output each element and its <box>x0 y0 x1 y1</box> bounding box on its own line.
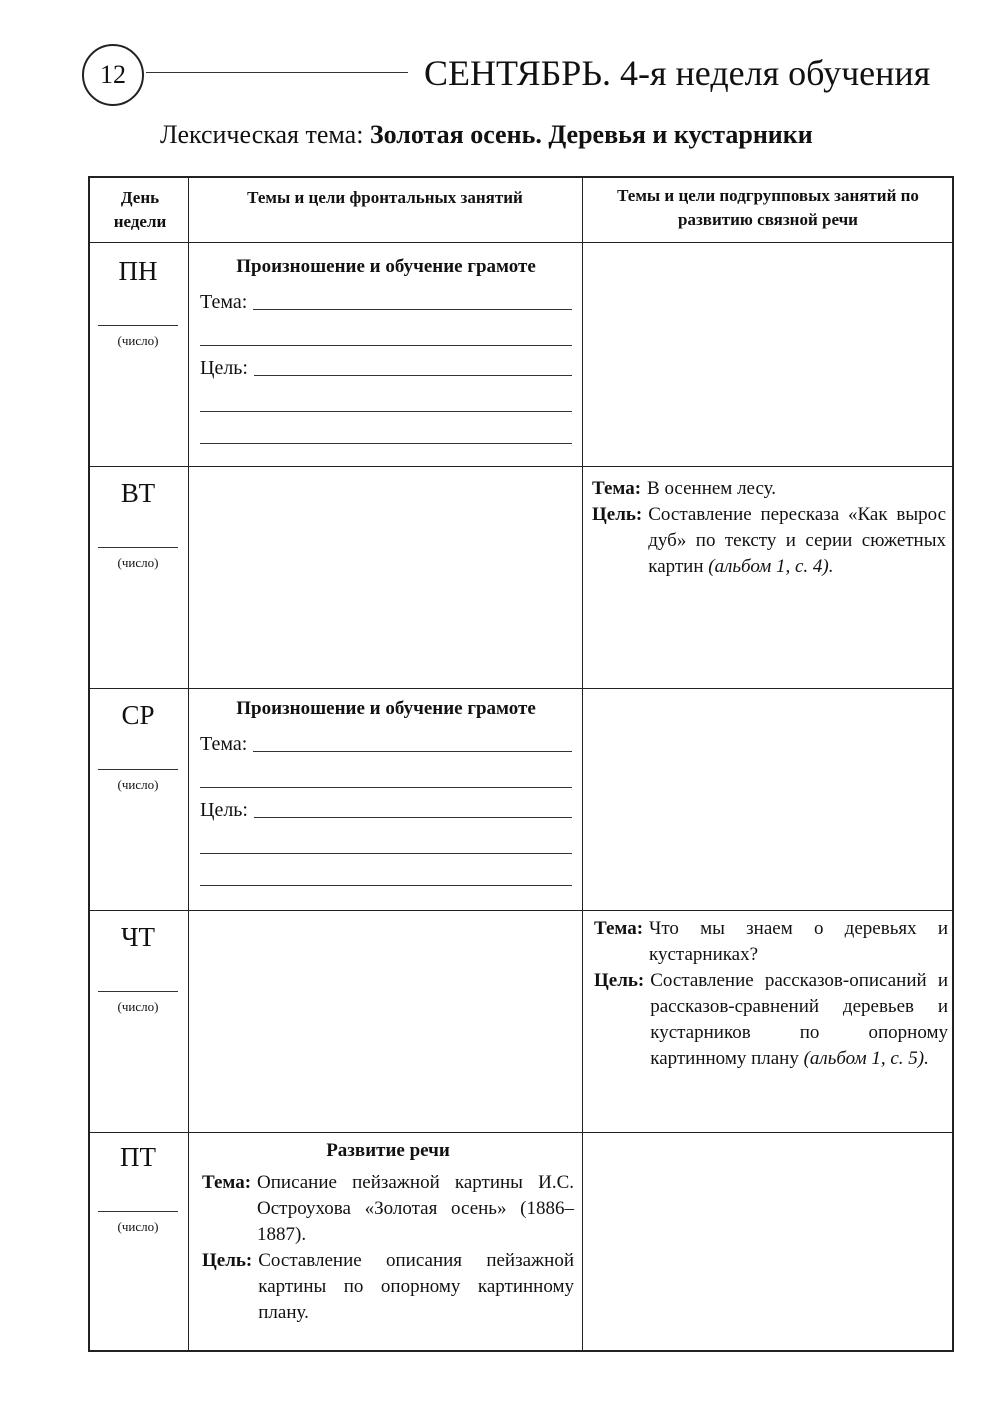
date-caption: (число) <box>117 1219 159 1234</box>
day-cell-wed <box>90 698 186 795</box>
theme-label: Тема: <box>202 1172 252 1193</box>
date-line <box>98 769 178 770</box>
goal-text: Составление рассказов-описаний и рассказов-сравнений деревьев и кустарников по опорному картинному плану <box>650 970 948 1069</box>
theme-label: Тема: <box>594 918 644 939</box>
date-caption: (число) <box>117 333 159 348</box>
goal-row <box>202 1248 574 1326</box>
theme-row <box>594 916 948 968</box>
goal-row <box>592 502 946 580</box>
column-header-day: День недели <box>113 188 167 231</box>
theme-blank-line <box>253 308 572 310</box>
lexical-topic <box>160 118 813 152</box>
goal-text-wrapper <box>650 968 948 1072</box>
header-rule <box>146 72 408 73</box>
day-cell-mon <box>90 254 186 351</box>
day-abbr: ЧТ <box>120 922 156 952</box>
goal-label: Цель: <box>202 1250 253 1271</box>
blank-line <box>200 412 572 444</box>
frontal-cell-mon <box>200 254 572 444</box>
blank-line <box>200 314 572 346</box>
goal-blank-line <box>254 816 572 818</box>
frontal-cell-wed <box>200 696 572 886</box>
day-cell-tue <box>90 476 186 573</box>
theme-label: Тема: <box>200 291 248 313</box>
column-divider-2 <box>582 178 583 1350</box>
lexical-topic-value: Золотая осень. Деревья и кустарники <box>369 120 813 149</box>
goal-blank-line <box>254 374 572 376</box>
goal-reference: (альбом 1, с. 4). <box>708 556 834 577</box>
page-title: СЕНТЯБРЬ. 4-я неделя обучения <box>424 53 931 93</box>
goal-row <box>200 788 572 822</box>
column-divider-1 <box>188 178 189 1350</box>
date-line <box>98 1211 178 1212</box>
date-line <box>98 991 178 992</box>
theme-row <box>592 476 946 502</box>
frontal-title: Произношение и обучение грамоте <box>236 256 536 277</box>
theme-label: Тема: <box>200 733 248 755</box>
theme-label: Тема: <box>592 478 642 499</box>
goal-text-wrapper <box>648 502 946 580</box>
goal-reference: (альбом 1, с. 5). <box>803 1048 929 1069</box>
blank-line <box>200 822 572 854</box>
day-abbr: ВТ <box>120 478 156 508</box>
goal-text: Составление описания пейзажной картины по опорному картинному плану. <box>258 1250 574 1323</box>
blank-line <box>200 854 572 886</box>
date-caption: (число) <box>117 777 159 792</box>
frontal-title: Развитие речи <box>326 1140 450 1161</box>
day-abbr: ПН <box>118 256 158 286</box>
day-cell-thu <box>90 920 186 1017</box>
goal-label: Цель: <box>592 504 643 525</box>
date-caption: (число) <box>117 555 159 570</box>
column-header-subgroup: Темы и цели подгрупповых занятий по развитию связной речи <box>617 186 919 229</box>
goal-row <box>200 346 572 380</box>
day-cell-fri <box>90 1140 186 1237</box>
theme-text: Что мы знаем о деревьях и кустарниках? <box>649 918 948 965</box>
subgroup-cell-thu <box>594 916 948 1072</box>
page-number: 12 <box>82 44 144 106</box>
subgroup-cell-tue <box>592 476 946 580</box>
row-divider-4 <box>90 1132 952 1133</box>
frontal-cell-fri <box>202 1138 574 1326</box>
schedule-table <box>88 176 954 1352</box>
day-abbr: СР <box>121 700 155 730</box>
theme-text: В осеннем лесу. <box>647 478 776 499</box>
row-divider-3 <box>90 910 952 911</box>
goal-row <box>594 968 948 1072</box>
theme-row <box>200 280 572 314</box>
goal-text: Составление пересказа «Как вырос дуб» по тексту и серии сюжетных картин <box>648 504 946 577</box>
row-divider-1 <box>90 466 952 467</box>
header-row-divider <box>90 242 952 243</box>
goal-label: Цель: <box>200 799 248 821</box>
day-abbr: ПТ <box>120 1142 156 1172</box>
lexical-topic-label: Лексическая тема: <box>160 120 364 149</box>
frontal-title: Произношение и обучение грамоте <box>236 698 536 719</box>
blank-line <box>200 756 572 788</box>
row-divider-2 <box>90 688 952 689</box>
goal-label: Цель: <box>200 357 248 379</box>
column-header-frontal: Темы и цели фронтальных занятий <box>247 188 523 207</box>
date-caption: (число) <box>117 999 159 1014</box>
blank-line <box>200 380 572 412</box>
date-line <box>98 325 178 326</box>
date-line <box>98 547 178 548</box>
theme-row <box>200 722 572 756</box>
theme-blank-line <box>253 750 572 752</box>
theme-row <box>202 1170 574 1248</box>
theme-text: Описание пейзажной картины И.С. Остроухова «Золотая осень» (1886–1887). <box>257 1172 574 1245</box>
goal-label: Цель: <box>594 970 645 991</box>
